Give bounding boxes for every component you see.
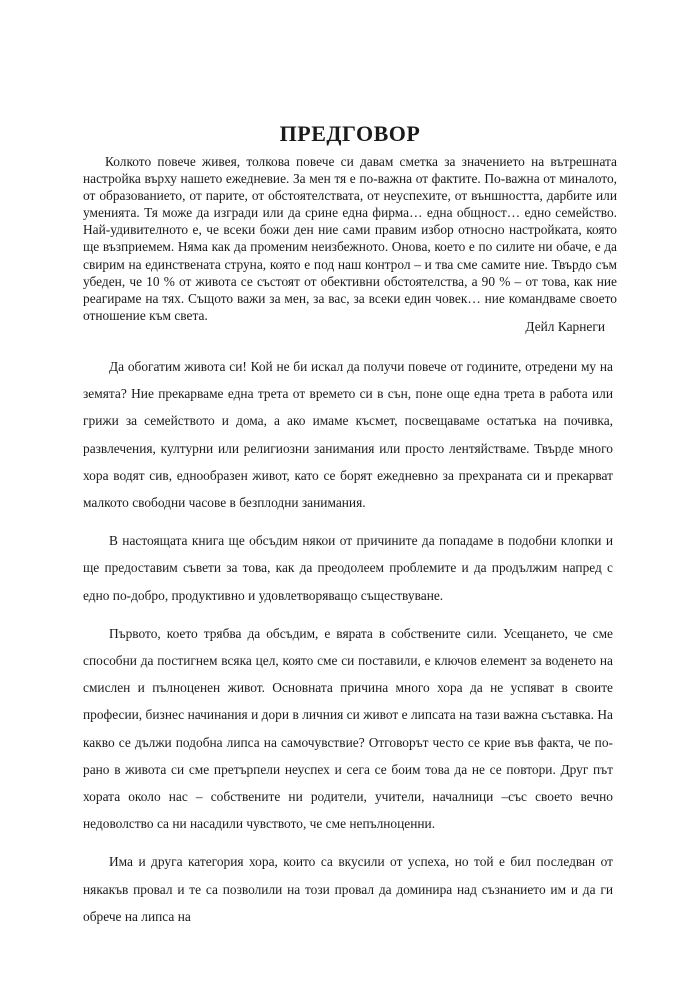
paragraph: Да обогатим живота си! Кой не би искал да получи повече от годините, отредени му на земята? Ние прекарваме една трета от времето си в сън, поне още една трета в работа или грижи за семейството и дома, а ако имаме късмет, посвещаваме остатъка на почивка, развлечения, културни или религиозни занимания или просто лентяйстваме. Твърде много хора водят сив, еднообразен живот, като се борят ежедневно за прехраната си и прекарват малкото свободни часове в безплодни занимания. — [83, 359, 613, 511]
epigraph-author: Дейл Карнеги — [525, 319, 605, 334]
epigraph-quote: Колкото повече живея, толкова повече си давам сметка за значението на вътрешната настройка върху нашето ежедневие. За мен тя е по-важна от фактите. По-важна от миналото, от образованието, от парите, от обстоятелствата, от неуспехите, от външността, дарбите или уменията. Тя може да изгради или да срине една фирма… една общност… едно семейство. Най-удивителното е, че всеки божи ден ние сами правим избор относно настройката, която ще възприемем. Няма как да променим неизбежното. Онова, което е по силите ни обаче, е да свирим на единствената струна, която е под наш контрол – и тва сме самите ние. Твърдо съм убеден, че 10 % от живота се състоят от обективни обстоятелства, а 90 % – от това, как ние реагираме на тях. Същото важи за мен, за вас, за всеки един човек… ние командваме своето отношение към света. — [83, 154, 617, 323]
page-title: ПРЕДГОВОР — [279, 121, 421, 146]
paragraph: В настоящата книга ще обсъдим някои от причините да попадаме в подобни клопки и ще предоставим съвети за това, как да преодолеем проблемите и да продължим напред с едно по-добро, продуктивно и удовлетворяващо съществуване. — [83, 533, 613, 603]
paragraph: Първото, което трябва да обсъдим, е вярата в собствените сили. Усещането, че сме способни да постигнем всяка цел, която сме си поставили, е ключов елемент за воденето на смислен и пълноценен живот. Основната причина много хора да не успяват в своите професии, бизнес начинания и дори в личния си живот е липсата на тази важна съставка. На какво се дължи подобна липса на самочувствие? Отговорът често се крие във факта, че по-рано в живота си сме претърпели неуспех и сега се боим това да не се повтори. Друг път хората около нас – собствените ни родители, учители, началници –със своето вечно недоволство са ни насадили чувството, че сме непълноценни. — [83, 625, 613, 832]
epigraph — [83, 153, 617, 324]
body-text — [83, 353, 613, 941]
paragraph: Има и друга категория хора, които са вкусили от успеха, но той е бил последван от някакъв провал и те са позволили на този провал да доминира над съзнанието им и да ги обрече на липса на — [83, 854, 613, 924]
